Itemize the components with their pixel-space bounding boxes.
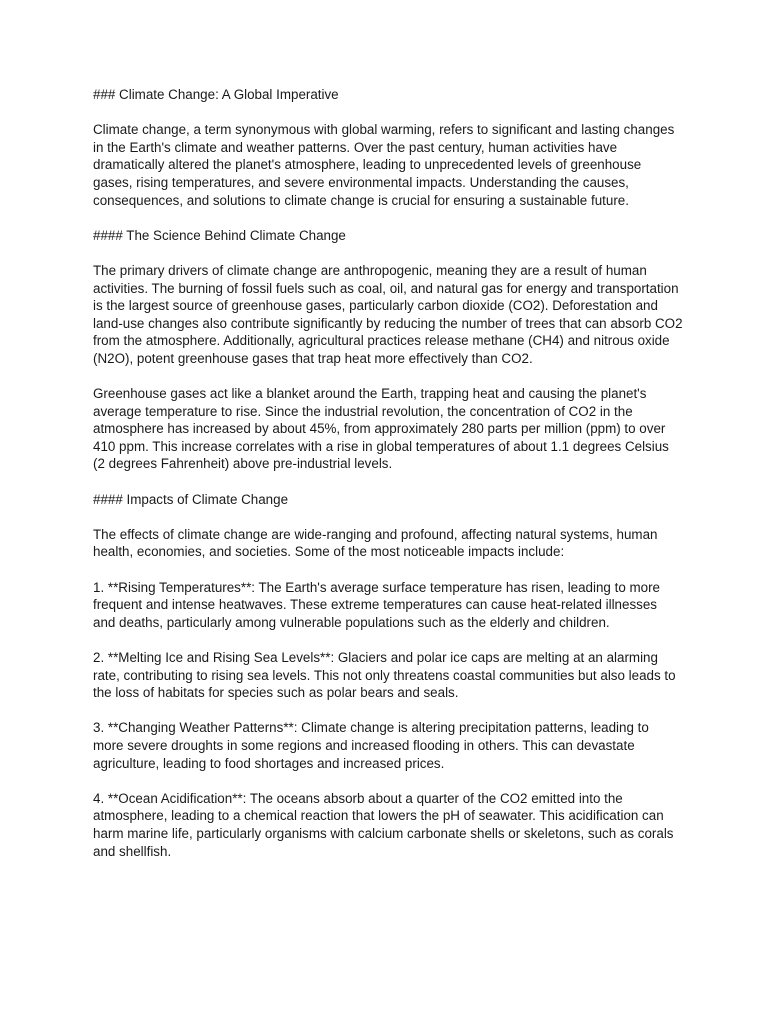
science-paragraph-2: Greenhouse gases act like a blanket around the Earth, trapping heat and causing the planet's average temperature to rise. Since the industrial revolution, the concentration of CO2 in the atmosphere has increased by about 45%, from approximately 280 parts per million (ppm) to over 410 ppm. This increase correlates with a rise in global temperatures of about 1.1 degrees Celsius (2 degrees Fahrenheit) above pre-industrial levels.: [93, 386, 669, 472]
impacts-heading: #### Impacts of Climate Change: [93, 491, 289, 507]
science-heading: #### The Science Behind Climate Change: [93, 227, 346, 243]
intro-paragraph: Climate change, a term synonymous with global warming, refers to significant and lasting changes in the Earth's climate and weather patterns. Over the past century, human activities have dramatically altered the planet's atmosphere, leading to unprecedented levels of greenhouse gases, rising temperatures, and severe environmental impacts. Understanding the causes, consequences, and solutions to climate change is crucial for ensuring a sustainable future.: [93, 122, 675, 208]
impact-item-2: 2. **Melting Ice and Rising Sea Levels**: Glaciers and polar ice caps are melting at an alarming rate, contributing to rising sea levels. This not only threatens coastal communities but also leads to the loss of habitats for species such as polar bears and seals.: [93, 650, 676, 701]
impact-item-1: 1. **Rising Temperatures**: The Earth's average surface temperature has risen, leading to more frequent and intense heatwaves. These extreme temperatures can cause heat-related illnesses and deaths, particularly among vulnerable populations such as the elderly and children.: [93, 579, 660, 630]
impact-item-3: 3. **Changing Weather Patterns**: Climate change is altering precipitation patterns, leading to more severe droughts in some regions and increased flooding in others. This can devastate agriculture, leading to food shortages and increased prices.: [93, 720, 649, 771]
document-page: [93, 86, 683, 878]
impacts-intro-paragraph: The effects of climate change are wide-ranging and profound, affecting natural systems, human health, economies, and societies. Some of the most noticeable impacts include:: [93, 526, 658, 560]
impact-item-4: 4. **Ocean Acidification**: The oceans absorb about a quarter of the CO2 emitted into the atmosphere, leading to a chemical reaction that lowers the pH of seawater. This acidification can harm marine life, particularly organisms with calcium carbonate shells or skeletons, such as corals and shellfish.: [93, 790, 674, 859]
doc-title: ### Climate Change: A Global Imperative: [93, 87, 339, 102]
science-paragraph-1: The primary drivers of climate change are anthropogenic, meaning they are a result of human activities. The burning of fossil fuels such as coal, oil, and natural gas for energy and transportation is the largest source of greenhouse gases, particularly carbon dioxide (CO2). Deforestation and land-use changes also contribute significantly by reducing the number of trees that can absorb CO2 from the atmosphere. Additionally, agricultural practices release methane (CH4) and nitrous oxide (N2O), potent greenhouse gases that trap heat more effectively than CO2.: [93, 262, 683, 366]
